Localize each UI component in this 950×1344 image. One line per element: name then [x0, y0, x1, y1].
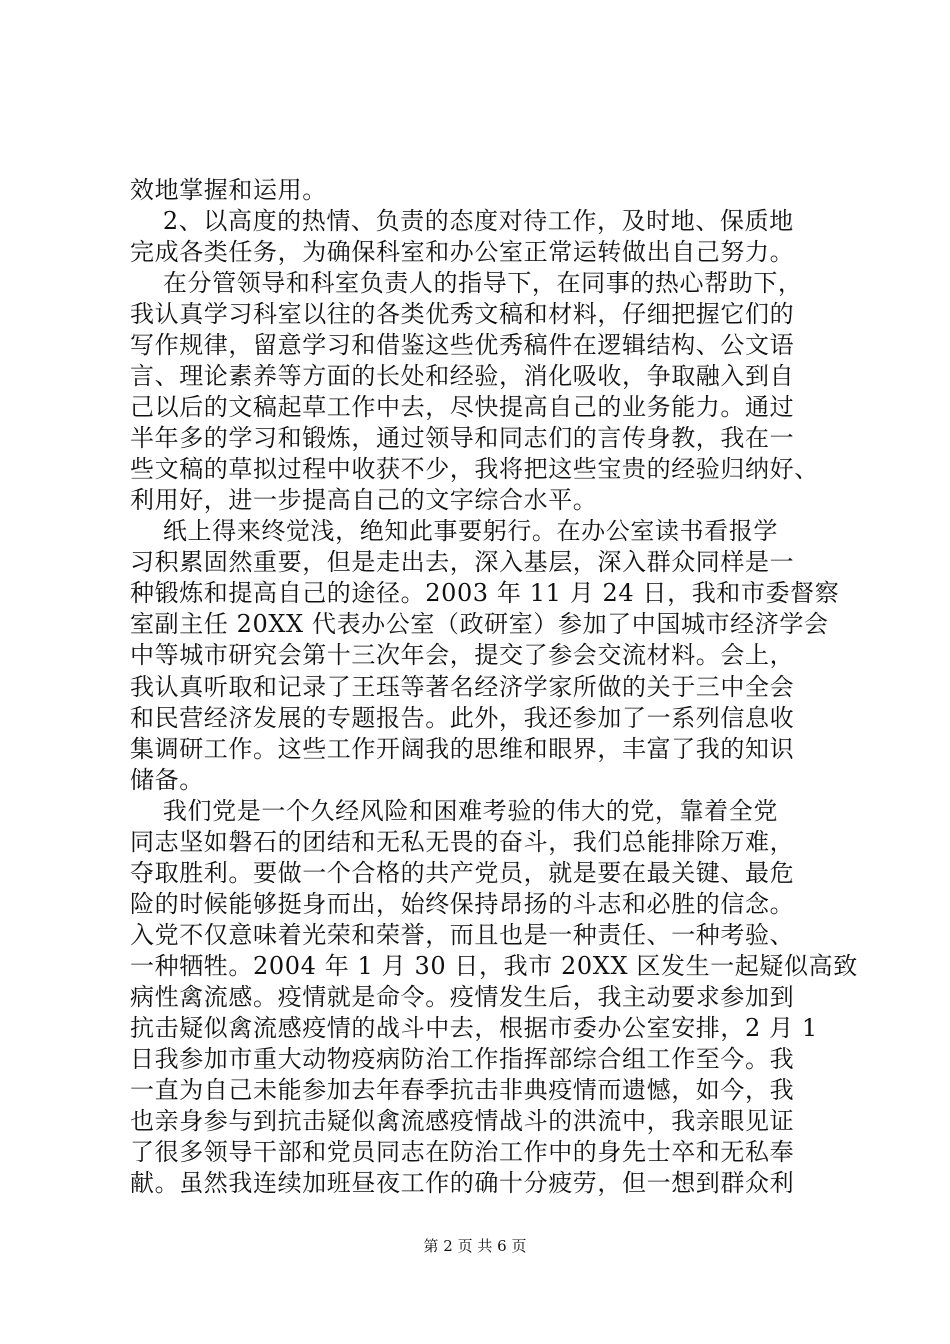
text-line: 半年多的学习和锻炼，通过领导和同志们的言传身教，我在一 — [130, 424, 795, 452]
text-line: 中等城市研究会第十三次年会，提交了参会交流材料。会上， — [130, 641, 795, 669]
text-line: 我们党是一个久经风险和困难考验的伟大的党，靠着全党 — [130, 797, 778, 825]
text-line: 言、理论素养等方面的长处和经验，消化吸收，争取融入到自 — [130, 362, 795, 390]
text-line: 抗击疑似禽流感疫情的战斗中去，根据市委办公室安排，2 月 1 — [130, 1014, 818, 1042]
text-line: 些文稿的草拟过程中收获不少，我将把这些宝贵的经验归纳好、 — [130, 455, 819, 483]
text-line: 己以后的文稿起草工作中去，尽快提高自己的业务能力。通过 — [130, 393, 795, 421]
text-line: 室副主任 20XX 代表办公室（政研室）参加了中国城市经济学会 — [130, 610, 829, 638]
text-line: 夺取胜利。要做一个合格的共产党员，就是要在最关键、最危 — [130, 859, 795, 887]
text-line: 习积累固然重要，但是走出去，深入基层，深入群众同样是一 — [130, 548, 795, 576]
text-line: 险的时候能够挺身而出，始终保持昂扬的斗志和必胜的信念。 — [130, 890, 795, 918]
text-line: 入党不仅意味着光荣和荣誉，而且也是一种责任、一种考验、 — [130, 921, 795, 949]
text-line: 效地掌握和运用。 — [130, 176, 327, 204]
text-line: 种锻炼和提高自己的途径。2003 年 11 月 24 日，我和市委督察 — [130, 579, 840, 607]
text-line: 一种牺牲。2004 年 1 月 30 日，我市 20XX 区发生一起疑似高致 — [130, 952, 858, 980]
text-line: 一直为自己未能参加去年春季抗击非典疫情而遗憾，如今，我 — [130, 1076, 795, 1104]
text-line: 我认真学习科室以往的各类优秀文稿和材料，仔细把握它们的 — [130, 300, 795, 328]
page-number-footer: 第 2 页 共 6 页 — [423, 1237, 527, 1255]
text-line: 同志坚如磐石的团结和无私无畏的奋斗，我们总能排除万难， — [130, 828, 795, 856]
text-line: 在分管领导和科室负责人的指导下，在同事的热心帮助下， — [130, 269, 803, 297]
text-line: 写作规律，留意学习和借鉴这些优秀稿件在逻辑结构、公文语 — [130, 331, 795, 359]
text-line: 集调研工作。这些工作开阔我的思维和眼界，丰富了我的知识 — [130, 735, 795, 763]
text-line: 储备。 — [130, 766, 204, 794]
text-line: 了很多领导干部和党员同志在防治工作中的身先士卒和无私奉 — [130, 1138, 795, 1166]
text-line: 和民营经济发展的专题报告。此外，我还参加了一系列信息收 — [130, 704, 795, 732]
text-line: 利用好，进一步提高自己的文字综合水平。 — [130, 486, 598, 514]
text-line: 我认真听取和记录了王珏等著名经济学家所做的关于三中全会 — [130, 673, 795, 701]
text-line: 2、以高度的热情、负责的态度对待工作，及时地、保质地 — [130, 207, 794, 235]
text-line: 病性禽流感。疫情就是命令。疫情发生后，我主动要求参加到 — [130, 983, 795, 1011]
text-line: 完成各类任务，为确保科室和办公室正常运转做出自己努力。 — [130, 238, 795, 266]
text-line: 纸上得来终觉浅，绝知此事要躬行。在办公室读书看报学 — [130, 517, 778, 545]
text-line: 日我参加市重大动物疫病防治工作指挥部综合组工作至今。我 — [130, 1045, 795, 1073]
text-line: 献。虽然我连续加班昼夜工作的确十分疲劳，但一想到群众利 — [130, 1169, 795, 1197]
text-line: 也亲身参与到抗击疑似禽流感疫情战斗的洪流中，我亲眼见证 — [130, 1107, 795, 1135]
